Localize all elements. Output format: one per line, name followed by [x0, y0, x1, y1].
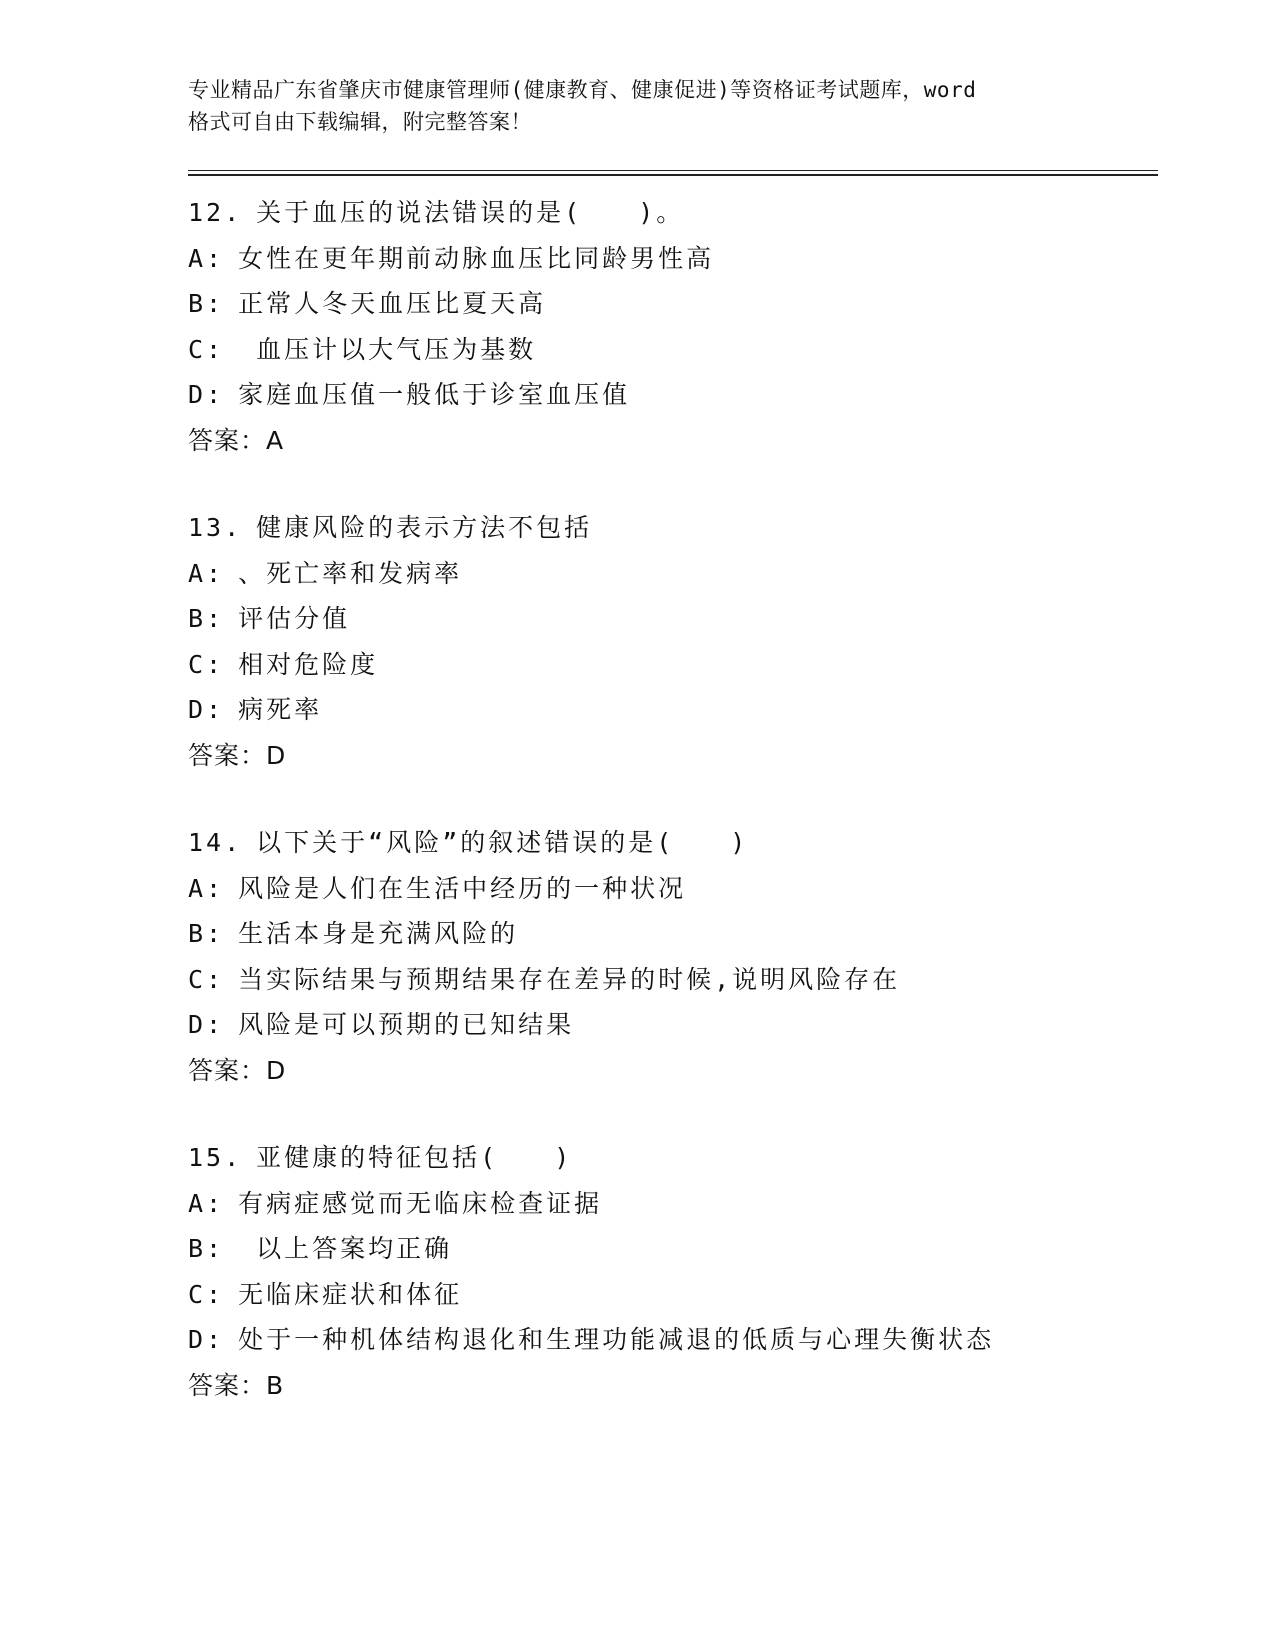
option-text: 无临床症状和体征: [238, 1279, 463, 1309]
option-text: 当实际结果与预期结果存在差异的时候,说明风险存在: [238, 964, 901, 994]
option-text: 评估分值: [238, 604, 351, 633]
option-b: [188, 1226, 1158, 1272]
question-12: [188, 190, 1158, 463]
option-c: [188, 327, 1158, 373]
option-letter: C:: [188, 334, 225, 364]
answer-label: 答案：A: [188, 425, 285, 455]
question-number: 12.: [188, 198, 243, 227]
option-text: 相对危险度: [238, 649, 379, 679]
option-c: [188, 957, 1158, 1003]
option-d: [188, 372, 1158, 418]
option-letter: A:: [188, 1188, 225, 1218]
option-letter: D:: [188, 1325, 225, 1354]
option-text: 家庭血压值一般低于诊室血压值: [238, 380, 631, 409]
option-text: 、死亡率和发病率: [238, 558, 463, 588]
option-letter: A:: [188, 558, 225, 588]
option-text: 风险是可以预期的已知结果: [238, 1010, 575, 1039]
option-text: 生活本身是充满风险的: [238, 919, 519, 948]
option-d: [188, 687, 1158, 733]
option-text: 病死率: [238, 695, 323, 724]
option-text: 女性在更年期前动脉血压比同龄男性高: [238, 243, 715, 273]
option-letter: B:: [188, 1234, 225, 1263]
answer-label: 答案：B: [188, 1370, 285, 1400]
header-line-2: 格式可自由下载编辑，附完整答案！: [188, 110, 532, 134]
option-d: [188, 1317, 1158, 1363]
option-d: [188, 1002, 1158, 1048]
question-text: 以下关于“风险”的叙述错误的是( ): [256, 828, 749, 857]
option-a: [188, 551, 1158, 597]
option-letter: C:: [188, 964, 225, 994]
option-b: [188, 281, 1158, 327]
option-text: 有病症感觉而无临床检查证据: [238, 1188, 603, 1218]
header-line-1: 专业精品广东省肇庆市健康管理师(健康教育、健康促进)等资格证考试题库，word: [188, 78, 977, 102]
question-stem: [188, 190, 1158, 236]
question-15: [188, 1135, 1158, 1408]
option-letter: A:: [188, 243, 225, 273]
question-text: 关于血压的说法错误的是( )。: [256, 198, 685, 227]
answer-label: 答案：D: [188, 1055, 287, 1085]
option-b: [188, 911, 1158, 957]
question-13: [188, 505, 1158, 778]
question-text: 亚健康的特征包括( ): [256, 1143, 573, 1172]
question-text: 健康风险的表示方法不包括: [256, 513, 593, 542]
option-text: 处于一种机体结构退化和生理功能减退的低质与心理失衡状态: [238, 1325, 995, 1354]
header-rule-thin: [188, 170, 1158, 171]
option-letter: A:: [188, 873, 225, 903]
option-letter: C:: [188, 1279, 225, 1309]
option-letter: D:: [188, 380, 225, 409]
option-c: [188, 1272, 1158, 1318]
question-14: [188, 820, 1158, 1093]
answer-label: 答案：D: [188, 740, 287, 770]
option-a: [188, 866, 1158, 912]
option-b: [188, 596, 1158, 642]
question-stem: [188, 1135, 1158, 1181]
question-stem: [188, 505, 1158, 551]
option-text: 风险是人们在生活中经历的一种状况: [238, 873, 687, 903]
question-number: 15.: [188, 1143, 243, 1172]
option-letter: C:: [188, 649, 225, 679]
option-c: [188, 642, 1158, 688]
question-number: 13.: [188, 513, 243, 542]
question-list: [188, 190, 1158, 1450]
option-text: 血压计以大气压为基数: [238, 334, 537, 364]
question-stem: [188, 820, 1158, 866]
question-number: 14.: [188, 828, 243, 857]
option-letter: B:: [188, 919, 225, 948]
option-text: 以上答案均正确: [238, 1234, 453, 1263]
option-text: 正常人冬天血压比夏天高: [238, 289, 547, 318]
option-a: [188, 236, 1158, 282]
option-letter: B:: [188, 604, 225, 633]
header-rule-thick: [188, 174, 1158, 176]
option-letter: D:: [188, 695, 225, 724]
document-header: [188, 74, 1088, 138]
option-letter: B:: [188, 289, 225, 318]
option-letter: D:: [188, 1010, 225, 1039]
option-a: [188, 1181, 1158, 1227]
